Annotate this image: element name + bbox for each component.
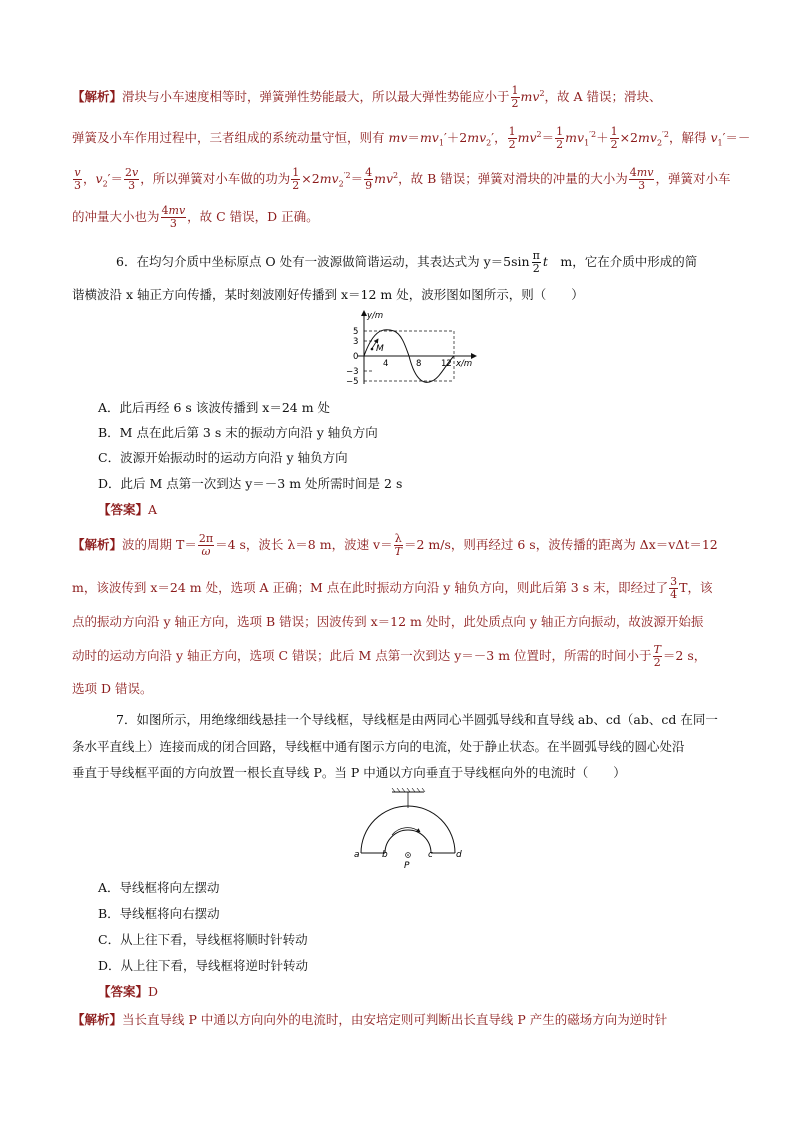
q6-answer-tag: 【答案】 xyxy=(98,502,149,517)
q6-option-c: C．波源开始振动时的运动方向沿 y 轴负方向 xyxy=(98,450,348,465)
x-axis-label: x/m xyxy=(456,359,473,369)
q5-text: ，解得 xyxy=(668,130,707,146)
q7-option-c: C．从上往下看，导线框将顺时针转动 xyxy=(98,932,308,947)
point-m-label: M xyxy=(376,344,384,354)
q6-stem-text: 6．在均匀介质中坐标原点 O 处有一波源做简谐运动，其表达式为 y＝5sin xyxy=(116,254,530,269)
q5-analysis-tag: 【解析】 xyxy=(72,89,123,105)
q7-analysis-text: 当长直导线 P 中通以方向向外的电流时，由安培定则可判断出长直导线 P 产生的磁场方向为逆时针 xyxy=(122,1012,668,1027)
q5-text: 的冲量大小也为 xyxy=(72,209,160,224)
label-p: P xyxy=(404,861,410,871)
q7-stem-line-1: 7．如图所示，用绝缘细线悬挂一个导线框，导线框是由两同心半圆弧导线和直导线 ab、cd（ab、cd 在同一 xyxy=(116,712,718,727)
q5-text: ，故 C 错误，D 正确。 xyxy=(187,209,319,224)
q7-answer xyxy=(98,980,758,1004)
q5-text: 滑块与小车速度相等时，弹簧弹性势能最大，所以最大弹性势能应小于 xyxy=(122,89,510,105)
q6-analysis-tag: 【解析】 xyxy=(72,537,123,552)
y-tick: −3 xyxy=(346,367,359,377)
q5-text: ，所以弹簧对小车做的功为 xyxy=(140,171,291,187)
q6-analysis-text: ＝2 m/s，则再经过 6 s，波传播的距离为 Δx＝vΔt＝12 xyxy=(403,537,718,552)
q5-analysis-line-2: 弹簧及小车作用过程中，三者组成的系统动量守恒，则有 $mv=mv_1'+2mv_2'$， $\frac{1}{2}$ $mv^2=$ $\frac{1}{2}$ $mv_1^{'2}+$ $\frac{1}{2}$ $\times 2mv_2^{'2}$，解得 $v_1'=-$ xyxy=(72,125,751,152)
q6-stem-line-2: 谐横波沿 x 轴正方向传播，某时刻波刚好传播到 x＝12 m 处，波形图如图所示，则（ ） xyxy=(72,287,584,302)
x-tick: 4 xyxy=(383,359,389,369)
q7-answer-tag: 【答案】 xyxy=(98,984,149,999)
q6-analysis-text: m，该波传到 x＝24 m 处，选项 A 正确；M 点在此时振动方向沿 y 轴负方向，则此后第 3 s 末，即经过了 xyxy=(72,580,669,595)
q7-stem-line-3: 垂直于导线框平面的方向放置一根长直导线 P。当 P 中通以方向垂直于导线框向外的电流时（ ） xyxy=(72,765,626,780)
y-tick: 0 xyxy=(353,352,359,362)
q6-analysis-text: 动时的运动方向沿 y 轴正方向，选项 C 错误；此后 M 点第一次到达 y＝－3 m 位置时，所需的时间小于 xyxy=(72,648,652,663)
q6-analysis-text: T，该 xyxy=(679,580,713,595)
q7-option-a: A．导线框将向左摆动 xyxy=(98,880,220,895)
q6-option-d: D．此后 M 点第一次到达 y＝－3 m 处所需时间是 2 s xyxy=(98,476,403,491)
x-tick: 8 xyxy=(416,359,422,369)
q5-analysis-line-4: 的冲量大小也为 $\frac{4mv}{3}$ ，故 C 错误，D 正确。 xyxy=(72,204,319,230)
label-d: d xyxy=(456,850,462,860)
q6-option-a: A．此后再经 6 s 该波传播到 x＝24 m 处 xyxy=(98,400,331,415)
y-tick: 5 xyxy=(353,327,359,337)
q5-analysis-line-3: $\frac{v}{3}$ ，$v_2'=$ $\frac{2v}{3}$ ，所以弹簧对小车做的功为 $\frac{1}{2}$ $\times 2mv_2^{'2}=$ $\frac{4}{9}$ $mv^2$，故 B 错误；弹簧对滑块的冲量的大小为 $\frac{4mv}{3}$ ，弹簧对小车 xyxy=(74,166,731,193)
q6-analysis-line-5: 选项 D 错误。 xyxy=(72,681,153,696)
x-tick: 12 xyxy=(441,359,452,369)
q6-analysis-line-1: 【解析】波的周期 T＝ $\frac{2\pi}{\omega}$ ＝4 s，波长 λ＝8 m，波速 v＝ $\frac{\lambda}{T}$ ＝2 m/s，则再经过 6 s，波传播的距离为 Δx＝vΔt＝12 xyxy=(72,532,718,558)
q5-text: ，弹簧对小车 xyxy=(655,171,731,187)
q7-analysis-tag: 【解析】 xyxy=(72,1012,123,1027)
q6-analysis-line-4: 动时的运动方向沿 y 轴正方向，选项 C 错误；此后 M 点第一次到达 y＝－3 m 位置时，所需的时间小于 $\frac{T}{2}$ ＝2 s， xyxy=(72,643,707,669)
q6-analysis-line-3: 点的振动方向沿 y 轴正方向，选项 B 错误；因波传到 x＝12 m 处时，此处质点向 y 轴正方向振动，故波源开始振 xyxy=(72,614,704,629)
label-c: c xyxy=(428,850,433,860)
y-axis-label: y/m xyxy=(367,311,384,321)
y-tick: −5 xyxy=(346,377,359,387)
q5-analysis-line-1: 【解析】滑块与小车速度相等时，弹簧弹性势能最大，所以最大弹性势能应小于 $\frac{1}{2}$ $mv^2$，故 A 错误；滑块、 xyxy=(72,84,662,111)
q6-analysis-text: ＝4 s，波长 λ＝8 m，波速 v＝ xyxy=(215,537,393,552)
q6-stem-line-1: 6．在均匀介质中坐标原点 O 处有一波源做简谐运动，其表达式为 y＝5sin $\frac{\pi}{2}$ t m，它在介质中形成的简 xyxy=(116,249,698,275)
q7-analysis-line-1 xyxy=(72,1008,732,1032)
inner-arc xyxy=(385,830,431,853)
y-tick: 3 xyxy=(353,337,359,347)
q7-option-b: B．导线框将向右摆动 xyxy=(98,906,220,921)
wire-frame-figure xyxy=(348,788,468,872)
q6-answer xyxy=(98,498,758,522)
wave-graph xyxy=(344,308,480,388)
q5-text: 弹簧及小车作用过程中，三者组成的系统动量守恒，则有 xyxy=(72,130,385,146)
q7-answer-value: D xyxy=(148,984,159,999)
q6-option-b: B．M 点在此后第 3 s 末的振动方向沿 y 轴负方向 xyxy=(98,425,378,440)
q6-analysis-text: ＝2 s， xyxy=(662,648,707,663)
fraction: $\frac{1}{2}$ xyxy=(511,84,519,111)
q7-option-d: D．从上往下看，导线框将逆时针转动 xyxy=(98,958,309,973)
q6-stem-text: m，它在介质中形成的简 xyxy=(560,254,698,269)
q5-text: ，故 B 错误；弹簧对滑块的冲量的大小为 xyxy=(398,171,628,187)
q6-analysis-text: 波的周期 T＝ xyxy=(122,537,197,552)
q6-analysis-line-2: m，该波传到 x＝24 m 处，选项 A 正确；M 点在此时振动方向沿 y 轴负方向，则此后第 3 s 末，即经过了 $\frac{3}{4}$ T，该 xyxy=(72,575,713,601)
q5-text: ，故 A 错误；滑块、 xyxy=(544,89,662,105)
q7-stem-line-2: 条水平直线上）连接而成的闭合回路，导线框中通有图示方向的电流，处于静止状态。在半圆弧导线的圆心处沿 xyxy=(72,739,685,754)
label-b: b xyxy=(382,850,388,860)
label-a: a xyxy=(354,850,360,860)
q6-answer-value: A xyxy=(148,502,158,517)
